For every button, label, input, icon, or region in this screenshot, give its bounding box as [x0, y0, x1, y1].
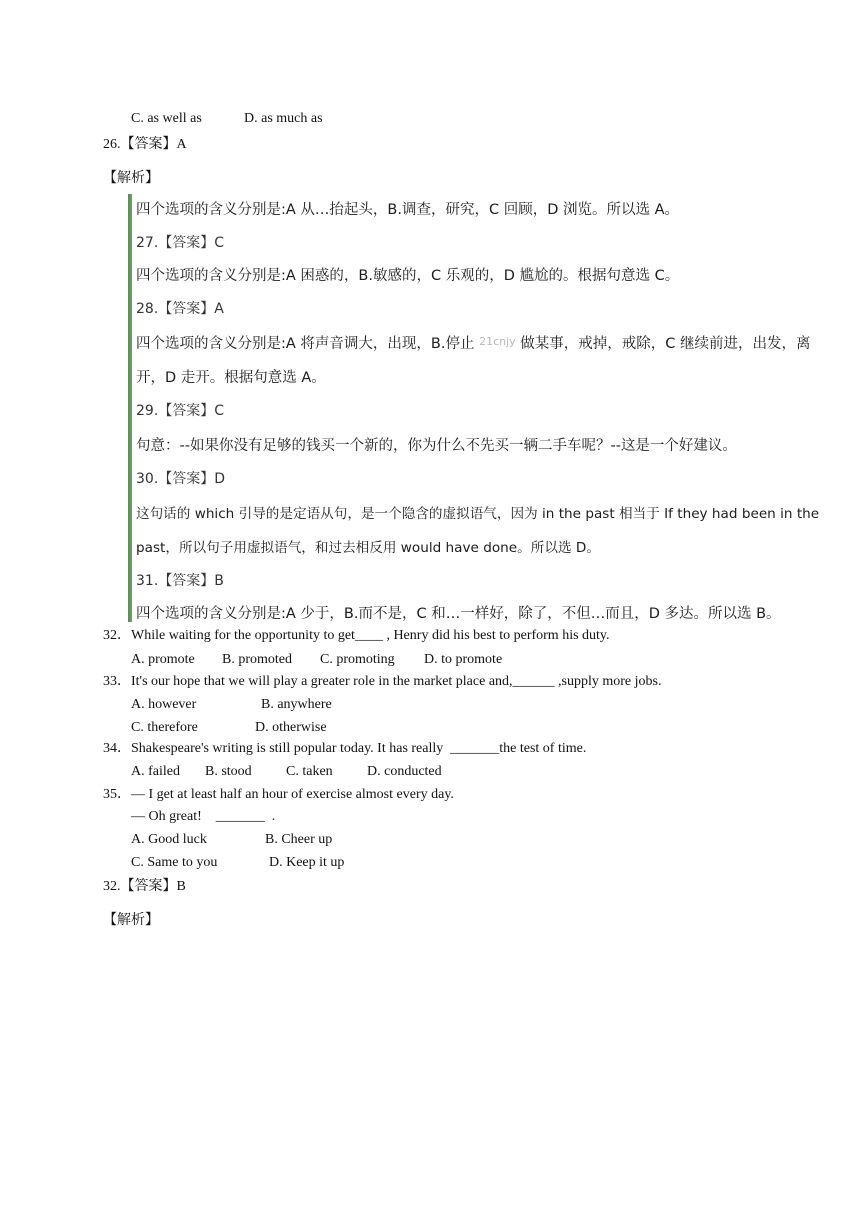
explanation-31: 四个选项的含义分别是:A 少于，B.而不是，C 和…一样好，除了，不但…而且，D 多达。所以选 B。: [136, 606, 781, 622]
question-35-option-c: C. Same to you: [131, 855, 218, 870]
question-34-option-b: B. stood: [205, 764, 252, 779]
question-32-option-d: D. to promote: [424, 652, 503, 667]
question-33-stem: 33．It's our hope that we will play a greater role in the market place and,______ ,supply more jobs.: [103, 674, 662, 689]
question-35-option-b: B. Cheer up: [265, 832, 333, 847]
answer-31: 31.【答案】B: [136, 573, 224, 589]
question-32-option-a: A. promote: [131, 652, 195, 667]
question-32-stem: 32．While waiting for the opportunity to get____ , Henry did his best to perform his duty.: [103, 628, 610, 643]
explanation-30-line2: past，所以句子用虚拟语气，和过去相反用 would have done。所以选 D。: [136, 540, 600, 556]
question-34-option-c: C. taken: [286, 764, 333, 779]
explanation-28-line2: 开，D 走开。根据句意选 A。: [136, 370, 326, 386]
option-d: D. as much as: [244, 111, 323, 126]
question-35-line2: — Oh great! _______ .: [131, 809, 276, 824]
answer-30: 30.【答案】D: [136, 471, 226, 487]
watermark-text: 21cnjy: [479, 335, 516, 348]
scanned-explanation-image: [128, 194, 850, 622]
option-c: C. as well as: [131, 111, 202, 126]
question-35-option-a: A. Good luck: [131, 832, 207, 847]
scan-left-border: [130, 194, 132, 622]
explanation-26: 四个选项的含义分别是:A 从…抬起头，B.调查，研究，C 回顾，D 浏览。所以选 A。: [136, 202, 680, 218]
question-32-option-b: B. promoted: [222, 652, 292, 667]
answer-32: 32.【答案】B: [103, 879, 186, 894]
question-32-option-c: C. promoting: [320, 652, 395, 667]
explanation-29: 句意：--如果你没有足够的钱买一个新的，你为什么不先买一辆二手车呢？--这是一个好建议。: [136, 438, 737, 454]
question-33-option-c: C. therefore: [131, 720, 198, 735]
question-35-line1: 35．— I get at least half an hour of exercise almost every day.: [103, 787, 454, 802]
answer-28: 28.【答案】A: [136, 301, 224, 317]
question-33-option-d: D. otherwise: [255, 720, 327, 735]
explanation-28-line1: [136, 332, 811, 353]
answer-29: 29.【答案】C: [136, 403, 225, 419]
explanation-30-line1: 这句话的 which 引导的是定语从句，是一个隐含的虚拟语气，因为 in the past 相当于 If they had been in the: [136, 506, 820, 522]
analysis-label-26: 【解析】: [103, 171, 159, 186]
explanation-28-part2: 做某事，戒掉，戒除，C 继续前进，出发，离: [520, 336, 811, 352]
question-34-option-d: D. conducted: [367, 764, 442, 779]
question-34-option-a: A. failed: [131, 764, 180, 779]
explanation-27: 四个选项的含义分别是:A 困惑的，B.敏感的，C 乐观的，D 尴尬的。根据句意选 C。: [136, 268, 680, 284]
answer-26: 26.【答案】A: [103, 137, 187, 152]
question-33-option-a: A. however: [131, 697, 197, 712]
answer-27: 27.【答案】C: [136, 235, 225, 251]
explanation-28-part1: 四个选项的含义分别是:A 将声音调大，出现，B.停止: [136, 336, 475, 352]
question-34-stem: 34．Shakespeare's writing is still popular today. It has really _______the test of time.: [103, 741, 587, 756]
analysis-label-32: 【解析】: [103, 913, 159, 928]
question-35-option-d: D. Keep it up: [269, 855, 345, 870]
question-33-option-b: B. anywhere: [261, 697, 332, 712]
